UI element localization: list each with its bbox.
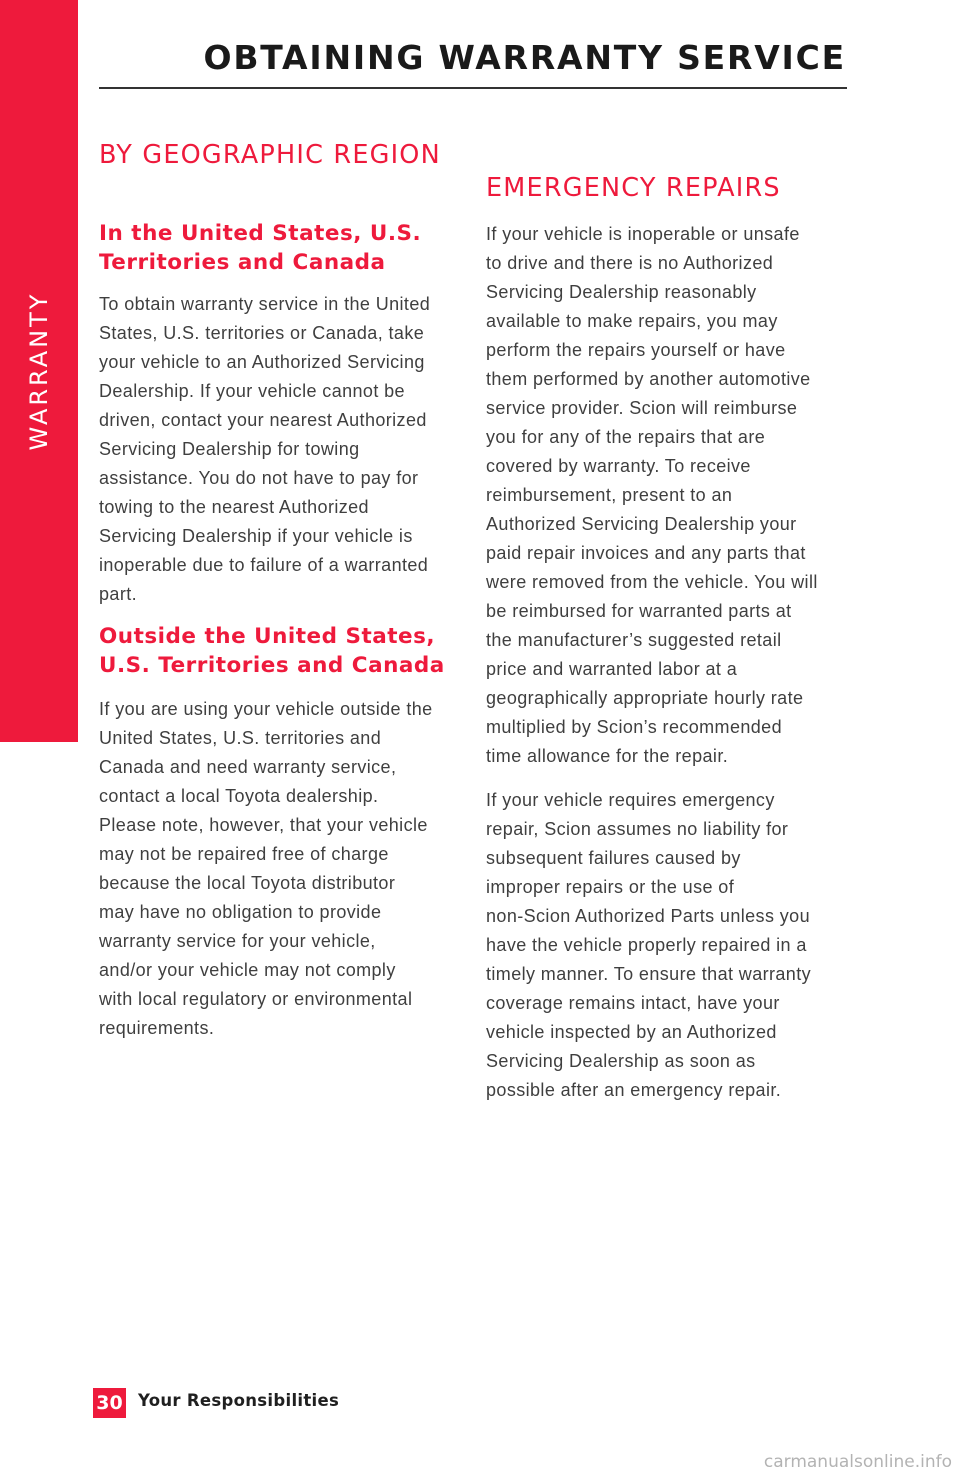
text-line: may not be repaired free of charge	[99, 844, 389, 864]
sidebar-tab	[0, 0, 78, 742]
text-line: because the local Toyota distributor	[99, 873, 396, 893]
text-line: the manufacturer’s suggested retail	[486, 630, 782, 650]
text-line: with local regulatory or environmental	[99, 989, 413, 1009]
text-line: may have no obligation to provide	[99, 902, 382, 922]
text-line: part.	[99, 584, 138, 604]
text-line: Servicing Dealership as soon as	[486, 1051, 756, 1071]
section-title-emergency-repairs: EMERGENCY REPAIRS	[486, 173, 781, 203]
text-line: be reimbursed for warranted parts at	[486, 601, 792, 621]
text-line: inoperable due to failure of a warranted	[99, 555, 429, 575]
paragraph-emergency-1	[486, 220, 848, 771]
text-line: vehicle inspected by an Authorized	[486, 1022, 777, 1042]
text-line: assistance. You do not have to pay for	[99, 468, 419, 488]
text-line: time allowance for the repair.	[486, 746, 729, 766]
header-divider	[99, 87, 847, 89]
text-line: service provider. Scion will reimburse	[486, 398, 798, 418]
text-line: multiplied by Scion’s recommended	[486, 717, 783, 737]
text-line: have the vehicle properly repaired in a	[486, 935, 807, 955]
text-line: geographically appropriate hourly rate	[486, 688, 804, 708]
text-line: to drive and there is no Authorized	[486, 253, 774, 273]
text-line: United States, U.S. territories and	[99, 728, 382, 748]
page-title: OBTAINING WARRANTY SERVICE	[203, 38, 846, 77]
text-line: them performed by another automotive	[486, 369, 811, 389]
text-line: available to make repairs, you may	[486, 311, 778, 331]
paragraph-emergency-2	[486, 786, 848, 1105]
text-line: you for any of the repairs that are	[486, 427, 766, 447]
heading-line: Outside the United States,	[99, 624, 436, 649]
text-line: Dealership. If your vehicle cannot be	[99, 381, 405, 401]
text-line: your vehicle to an Authorized Servicing	[99, 352, 425, 372]
text-line: paid repair invoices and any parts that	[486, 543, 806, 563]
page-number-badge: 30	[93, 1388, 126, 1418]
heading-line: U.S. Territories and Canada	[99, 653, 445, 678]
section-title-geographic-region: BY GEOGRAPHIC REGION	[99, 140, 441, 170]
text-line: Servicing Dealership if your vehicle is	[99, 526, 413, 546]
text-line: covered by warranty. To receive	[486, 456, 751, 476]
text-line: If your vehicle is inoperable or unsafe	[486, 224, 800, 244]
paragraph-us-canada	[99, 290, 461, 609]
heading-line: In the United States, U.S.	[99, 221, 422, 246]
subsection-heading-us-canada	[99, 219, 461, 277]
text-line: Servicing Dealership reasonably	[486, 282, 757, 302]
paragraph-outside-us	[99, 695, 461, 1043]
text-line: coverage remains intact, have your	[486, 993, 780, 1013]
sidebar-label: WARRANTY	[25, 291, 53, 451]
text-line: perform the repairs yourself or have	[486, 340, 786, 360]
text-line: subsequent failures caused by	[486, 848, 741, 868]
text-line: non-Scion Authorized Parts unless you	[486, 906, 810, 926]
subsection-heading-outside-us	[99, 622, 461, 680]
text-line: Authorized Servicing Dealership your	[486, 514, 797, 534]
text-line: driven, contact your nearest Authorized	[99, 410, 427, 430]
text-line: Servicing Dealership for towing	[99, 439, 360, 459]
text-line: If you are using your vehicle outside the	[99, 699, 433, 719]
text-line: To obtain warranty service in the United	[99, 294, 431, 314]
watermark: carmanualsonline.info	[763, 1452, 952, 1472]
text-line: warranty service for your vehicle,	[99, 931, 376, 951]
text-line: Please note, however, that your vehicle	[99, 815, 428, 835]
text-line: Canada and need warranty service,	[99, 757, 397, 777]
text-line: improper repairs or the use of	[486, 877, 735, 897]
text-line: contact a local Toyota dealership.	[99, 786, 379, 806]
text-line: States, U.S. territories or Canada, take	[99, 323, 425, 343]
text-line: If your vehicle requires emergency	[486, 790, 775, 810]
text-line: price and warranted labor at a	[486, 659, 738, 679]
text-line: towing to the nearest Authorized	[99, 497, 369, 517]
text-line: and/or your vehicle may not comply	[99, 960, 396, 980]
heading-line: Territories and Canada	[99, 250, 386, 275]
text-line: were removed from the vehicle. You will	[486, 572, 818, 592]
text-line: reimbursement, present to an	[486, 485, 733, 505]
footer-title: Your Responsibilities	[138, 1391, 340, 1410]
text-line: possible after an emergency repair.	[486, 1080, 782, 1100]
text-line: requirements.	[99, 1018, 215, 1038]
text-line: timely manner. To ensure that warranty	[486, 964, 812, 984]
text-line: repair, Scion assumes no liability for	[486, 819, 789, 839]
